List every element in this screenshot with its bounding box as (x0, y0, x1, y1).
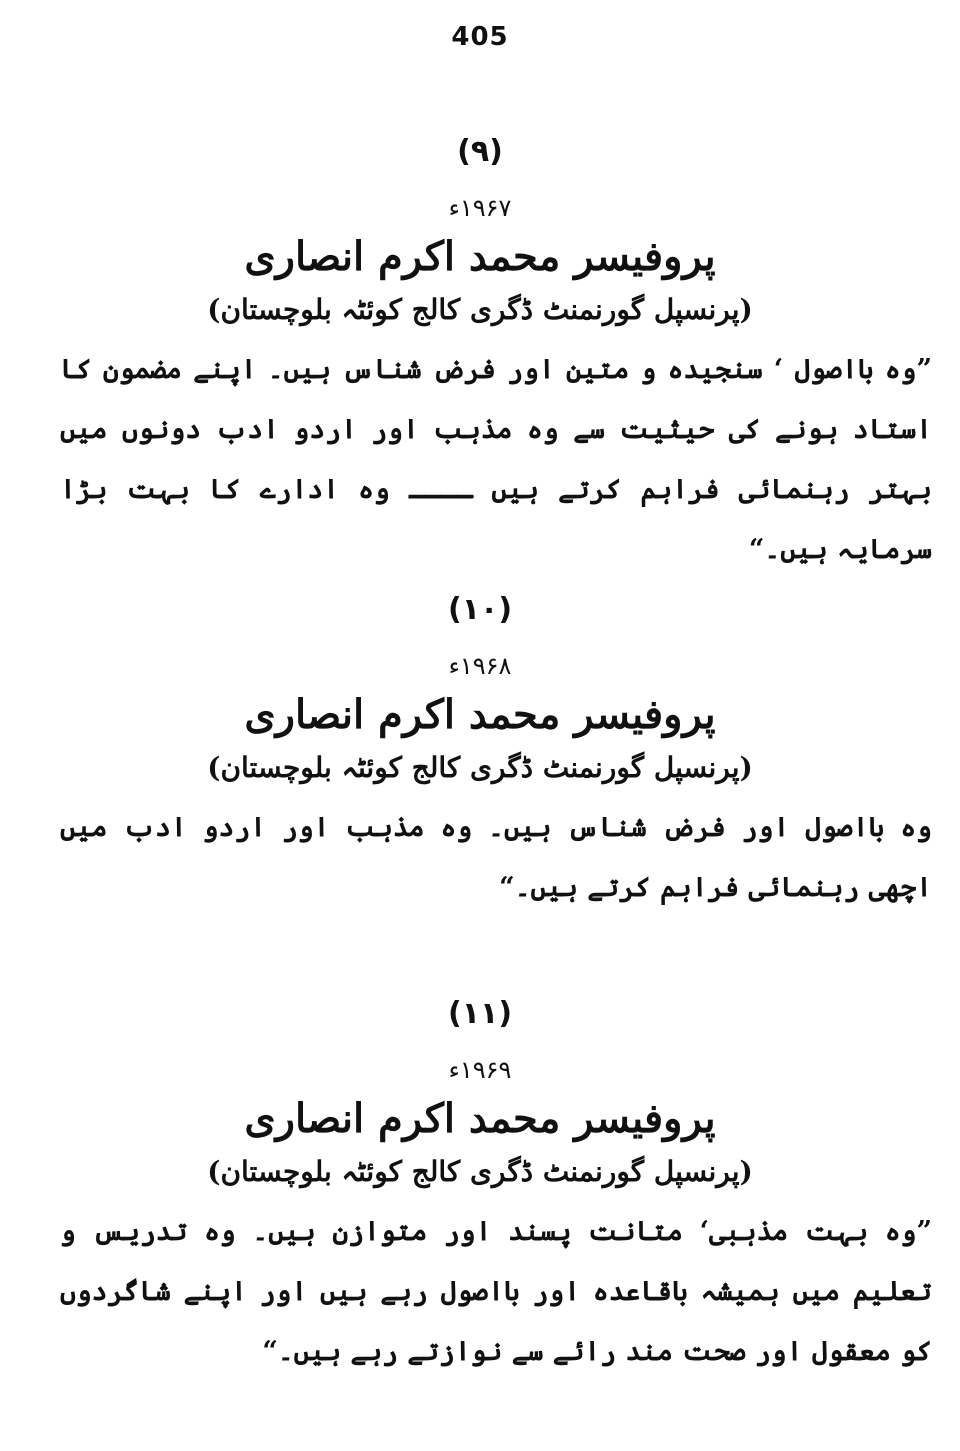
entry-year: ۱۹۶۸ء (448, 652, 512, 680)
entry-designation: (پرنسپل گورنمنٹ ڈگری کالج کوئٹہ بلوچستان) (207, 1155, 753, 1188)
entry-designation: (پرنسپل گورنمنٹ ڈگری کالج کوئٹہ بلوچستان) (207, 751, 753, 784)
entry-quote: وہ بااصول اور فرض شناس ہیں۔ وہ مذہب اور اردو ادب میں اچھی رہنمائی فراہم کرتے ہیں۔“ (60, 812, 932, 903)
entry-name: پروفیسر محمد اکرم انصاری (244, 1095, 716, 1142)
entry-year: ۱۹۶۷ء (448, 194, 512, 222)
entry-number: (۹) (457, 134, 503, 169)
entry-name: پروفیسر محمد اکرم انصاری (244, 233, 716, 280)
entry-11 (0, 992, 960, 1382)
entry-number: (۱۰) (447, 592, 513, 627)
entry-quote: ”وہ بااصول ‘ سنجیدہ و متین اور فرض شناس ہیں۔ اپنے مضمون کا استاد ہونے کی حیثیت سے وہ مذہب اور اردو ادب دونوں میں بہتر رہنمائی فراہم کرتے ہیں ــــ وہ ادارے کا بہت بڑا سرمایہ ہیں۔“ (60, 354, 932, 565)
entry-number: (۱۱) (447, 996, 513, 1031)
entry-year: ۱۹۶۹ء (448, 1056, 512, 1084)
entry-designation: (پرنسپل گورنمنٹ ڈگری کالج کوئٹہ بلوچستان) (207, 293, 753, 326)
entry-name: پروفیسر محمد اکرم انصاری (244, 691, 716, 738)
entry-10 (0, 588, 960, 918)
entry-quote: ”وہ بہت مذہبی‘ متانت پسند اور متوازن ہیں۔ وہ تدریس و تعلیم میں ہمیشہ باقاعدہ اور بااصول رہے ہیں اور اپنے شاگردوں کو معقول اور صحت مند رائے سے نوازتے رہے ہیں۔“ (60, 1216, 932, 1367)
entry-9 (0, 130, 960, 580)
page-number: 405 (451, 22, 509, 52)
